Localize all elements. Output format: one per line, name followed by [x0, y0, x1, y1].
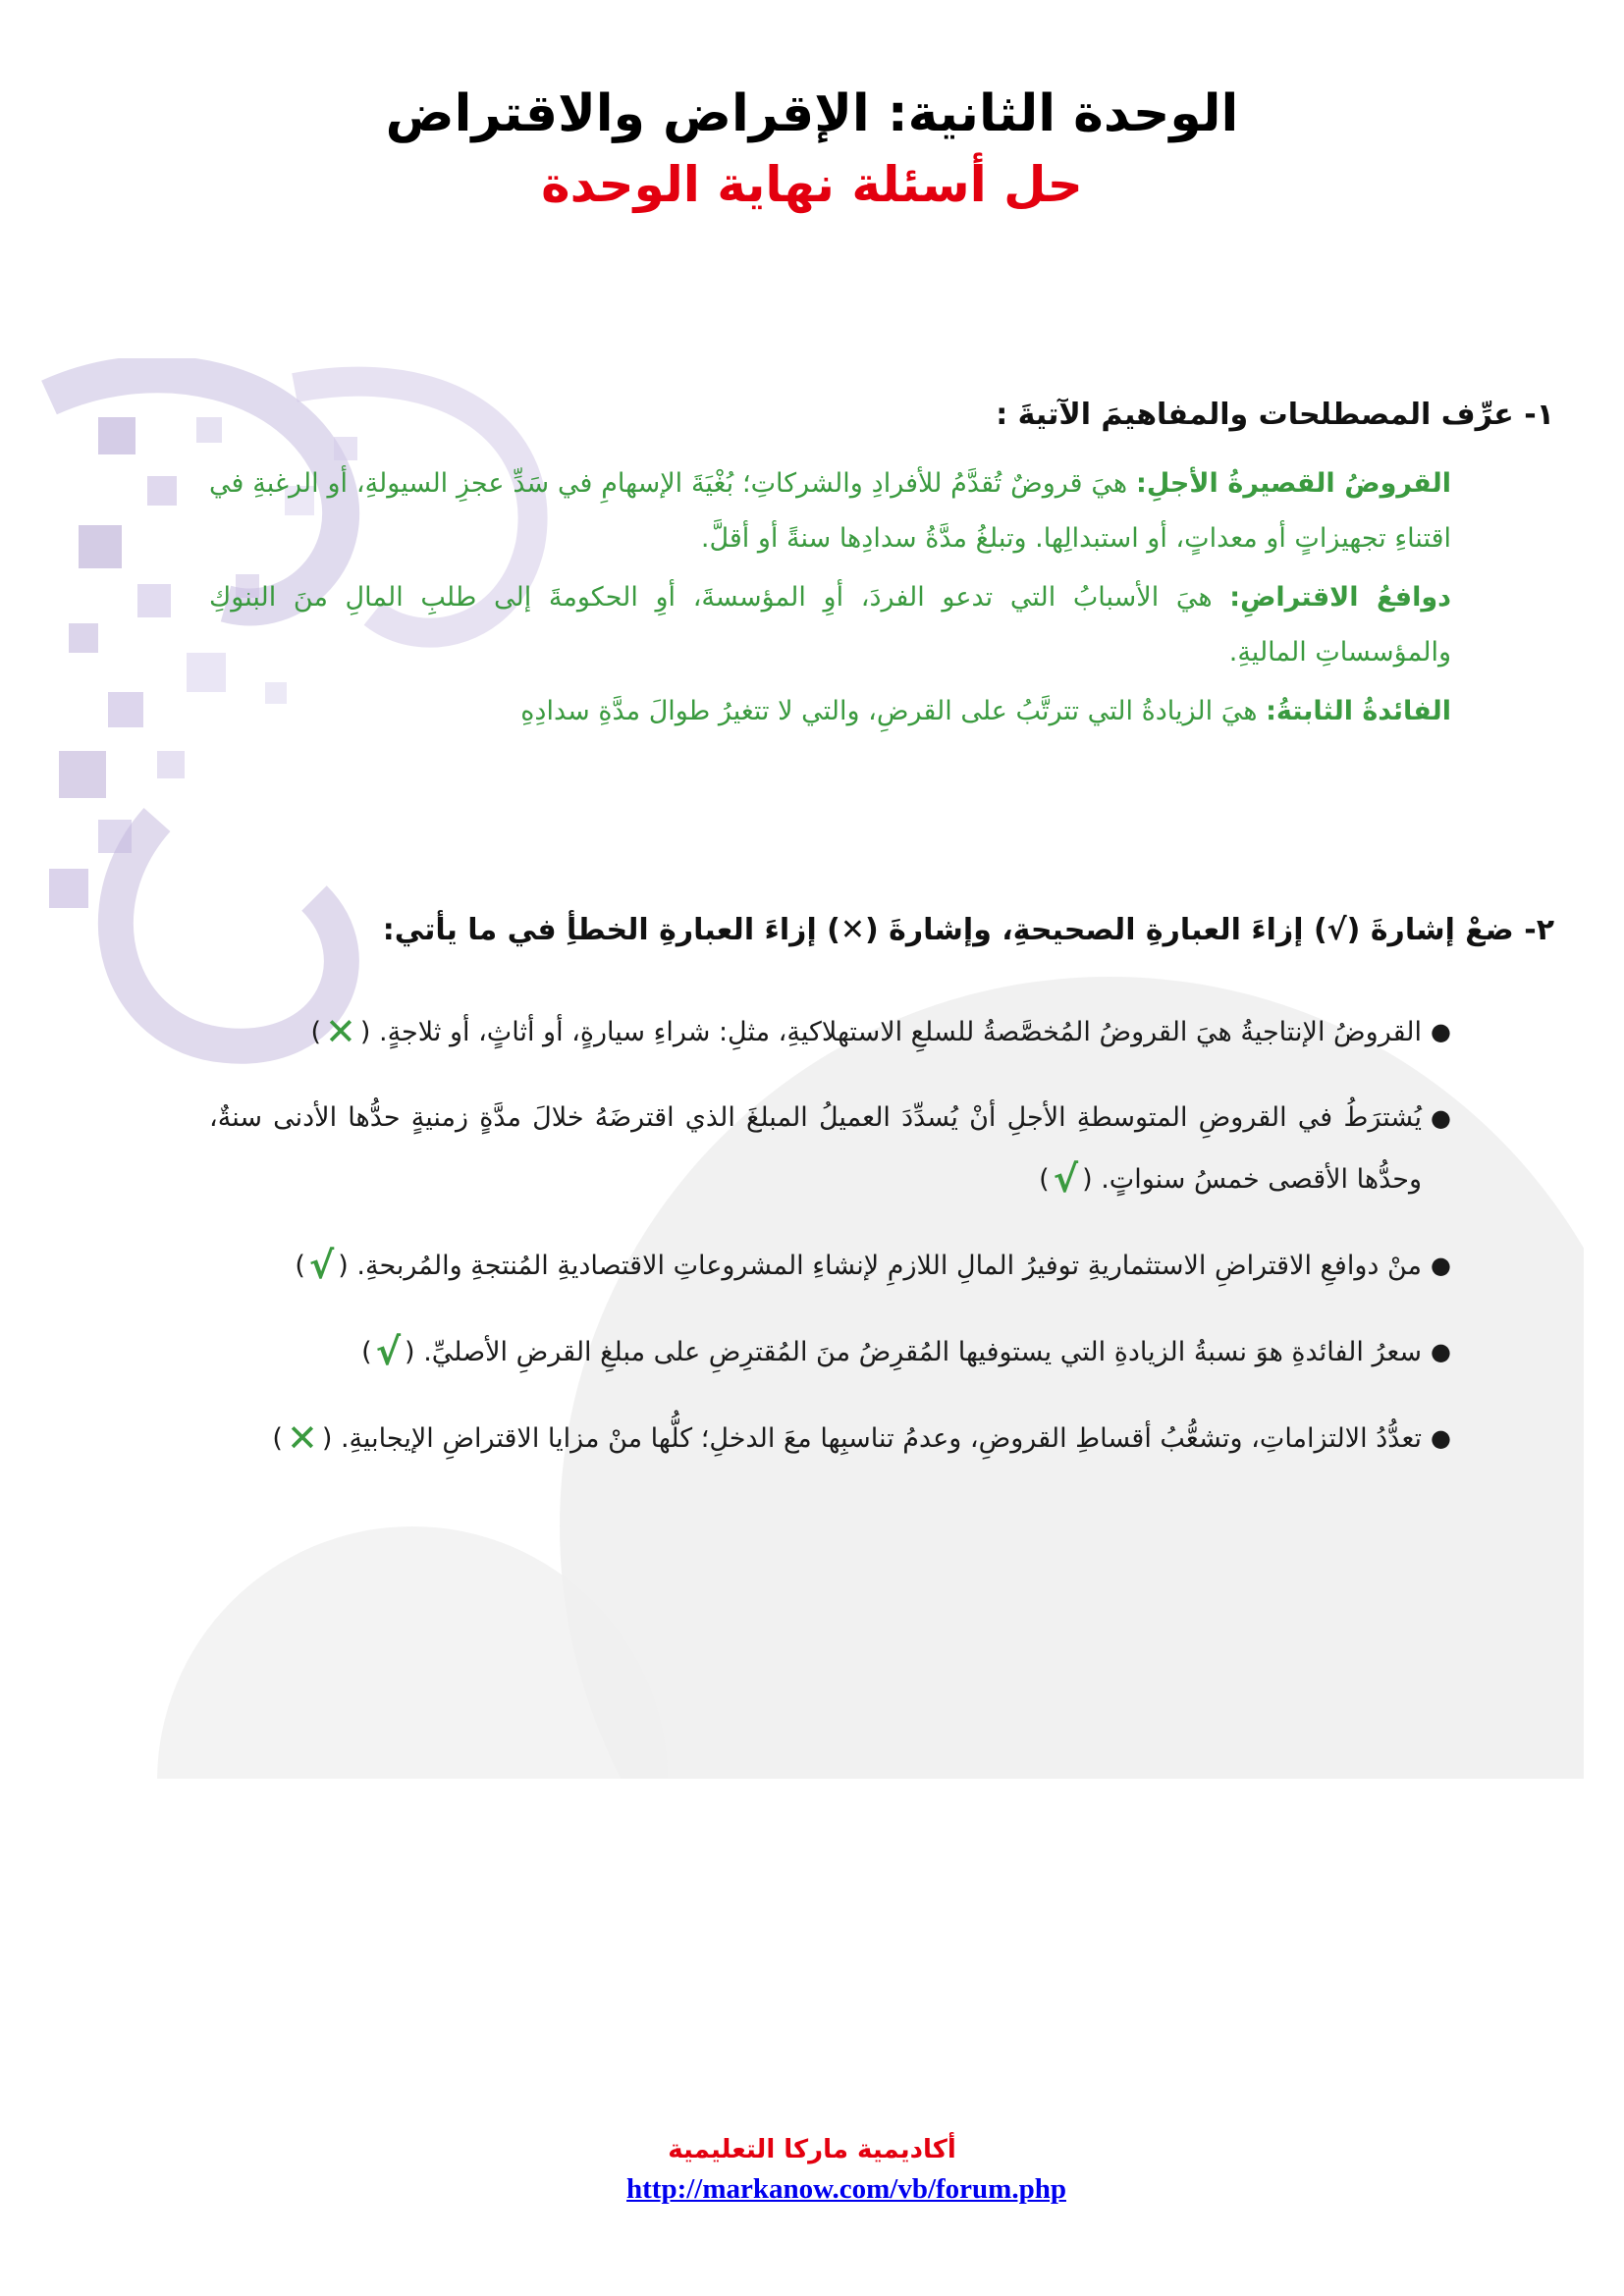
definition-item — [209, 684, 1451, 739]
definition-item — [209, 456, 1451, 566]
statement-text: تعدُّدُ الالتزاماتِ، وتشعُّبُ أقساطِ القروضِ، وعدمُ تناسبِها معَ الدخلِ؛ كلُّها منْ مزايا الاقتراضِ الإيجابيةِ. — [340, 1423, 1422, 1454]
definition-term: دوافعُ الاقتراضِ: — [1229, 582, 1451, 613]
section-1-heading: ١- عرِّف المصطلحات والمفاهيمَ الآتيةَ : — [996, 398, 1554, 432]
footer-forum-link[interactable]: http://markanow.com/vb/forum.php — [626, 2173, 1066, 2205]
definition-text: هيَ قروضٌ تُقدَّمُ للأفرادِ والشركاتِ؛ بُغْيَةَ الإسهامِ في سَدِّ عجزِ السيولةِ، أو الرغبةِ في اقتناءِ تجهيزاتٍ أو معداتٍ، أو استبدالِها. وتبلغُ مدَّةُ سدادِها سنةً أو أقلَّ. — [209, 468, 1451, 554]
statement-item: ● يُشترَطُ في القروضِ المتوسطةِ الأجلِ أنْ يُسدِّدَ العميلُ المبلغَ الذي اقترضَهُ خلالَ مدَّةٍ زمنيةٍ حدُّها الأدنى سنةٌ، وحدُّها الأقصى خمسُ سنواتٍ. (√) — [209, 1088, 1451, 1210]
textbook-scan-panel — [39, 358, 1584, 1779]
bullet-icon: ● — [1431, 1018, 1451, 1045]
bullet-icon: ● — [1431, 1338, 1451, 1365]
statement-text: يُشترَطُ في القروضِ المتوسطةِ الأجلِ أنْ يُسدِّدَ العميلُ المبلغَ الذي اقترضَهُ خلالَ مدَّةٍ زمنيةٍ حدُّها الأدنى سنةٌ، وحدُّها الأقصى خمسُ سنواتٍ. — [209, 1102, 1422, 1195]
page-footer — [0, 2130, 1624, 2209]
page-title: الوحدة الثانية: الإقراض والاقتراض — [385, 84, 1239, 143]
answer-mark: ✕ — [286, 1416, 318, 1460]
answer-mark: √ — [308, 1244, 335, 1287]
answer-mark: √ — [1053, 1157, 1079, 1201]
bullet-icon: ● — [1431, 1252, 1451, 1279]
page-subtitle: حل أسئلة نهاية الوحدة — [541, 156, 1083, 213]
statement-text: منْ دوافعِ الاقتراضِ الاستثماريةِ توفيرُ المالِ اللازمِ لإنشاءِ المشروعاتِ الاقتصاديةِ المُنتجةِ والمُربحةِ. — [356, 1251, 1422, 1281]
statement-item: ● القروضُ الإنتاجيةُ هيَ القروضُ المُخصَّصةُ للسلعِ الاستهلاكيةِ، مثلِ: شراءِ سيارةٍ، أو أثاثٍ، أو ثلاجةٍ. (✕) — [209, 1001, 1451, 1063]
definition-text: هيَ الزيادةُ التي تترتَّبُ على القرضِ، والتي لا تتغيرُ طوالَ مدَّةِ سدادِهِ — [520, 696, 1258, 726]
bullet-icon: ● — [1431, 1104, 1451, 1132]
section-2-heading: ٢- ضعْ إشارةَ (√) إزاءَ العبارةِ الصحيحةِ، وإشارةَ (✕) إزاءَ العبارةِ الخطأِ في ما يأتي: — [382, 913, 1554, 947]
statement-item: ● تعدُّدُ الالتزاماتِ، وتشعُّبُ أقساطِ القروضِ، وعدمُ تناسبِها معَ الدخلِ؛ كلُّها منْ مزايا الاقتراضِ الإيجابيةِ. (✕) — [209, 1408, 1451, 1469]
statement-item: ● منْ دوافعِ الاقتراضِ الاستثماريةِ توفيرُ المالِ اللازمِ لإنشاءِ المشروعاتِ الاقتصاديةِ المُنتجةِ والمُربحةِ. (√) — [209, 1235, 1451, 1297]
statement-item: ● سعرُ الفائدةِ هوَ نسبةُ الزيادةِ التي يستوفيها المُقرِضُ منَ المُقترِضِ على مبلغِ القرضِ الأصليِّ. (√) — [209, 1321, 1451, 1383]
definition-text: هيَ الأسبابُ التي تدعو الفردَ، أوِ المؤسسةَ، أوِ الحكومةَ إلى طلبِ المالِ منَ البنوكِ والمؤسساتِ الماليةِ. — [209, 582, 1451, 667]
definition-term: القروضُ القصيرةُ الأجلِ: — [1136, 468, 1451, 499]
answer-mark: ✕ — [325, 1010, 356, 1053]
footer-academy-name: أكاديمية ماركا التعليمية — [668, 2135, 956, 2164]
panel-content — [39, 358, 1584, 1779]
answer-mark: √ — [375, 1330, 402, 1373]
statement-text: سعرُ الفائدةِ هوَ نسبةُ الزيادةِ التي يستوفيها المُقرِضُ منَ المُقترِضِ على مبلغِ القرضِ الأصليِّ. — [423, 1337, 1422, 1367]
statements-list — [209, 1001, 1451, 1494]
definition-term: الفائدةُ الثابتةُ: — [1266, 696, 1451, 726]
bullet-icon: ● — [1431, 1424, 1451, 1452]
definition-item — [209, 570, 1451, 680]
definitions-list — [209, 456, 1451, 743]
statement-text: القروضُ الإنتاجيةُ هيَ القروضُ المُخصَّصةُ للسلعِ الاستهلاكيةِ، مثلِ: شراءِ سيارةٍ، أو أثاثٍ، أو ثلاجةٍ. — [379, 1017, 1422, 1047]
page-header — [0, 79, 1624, 220]
